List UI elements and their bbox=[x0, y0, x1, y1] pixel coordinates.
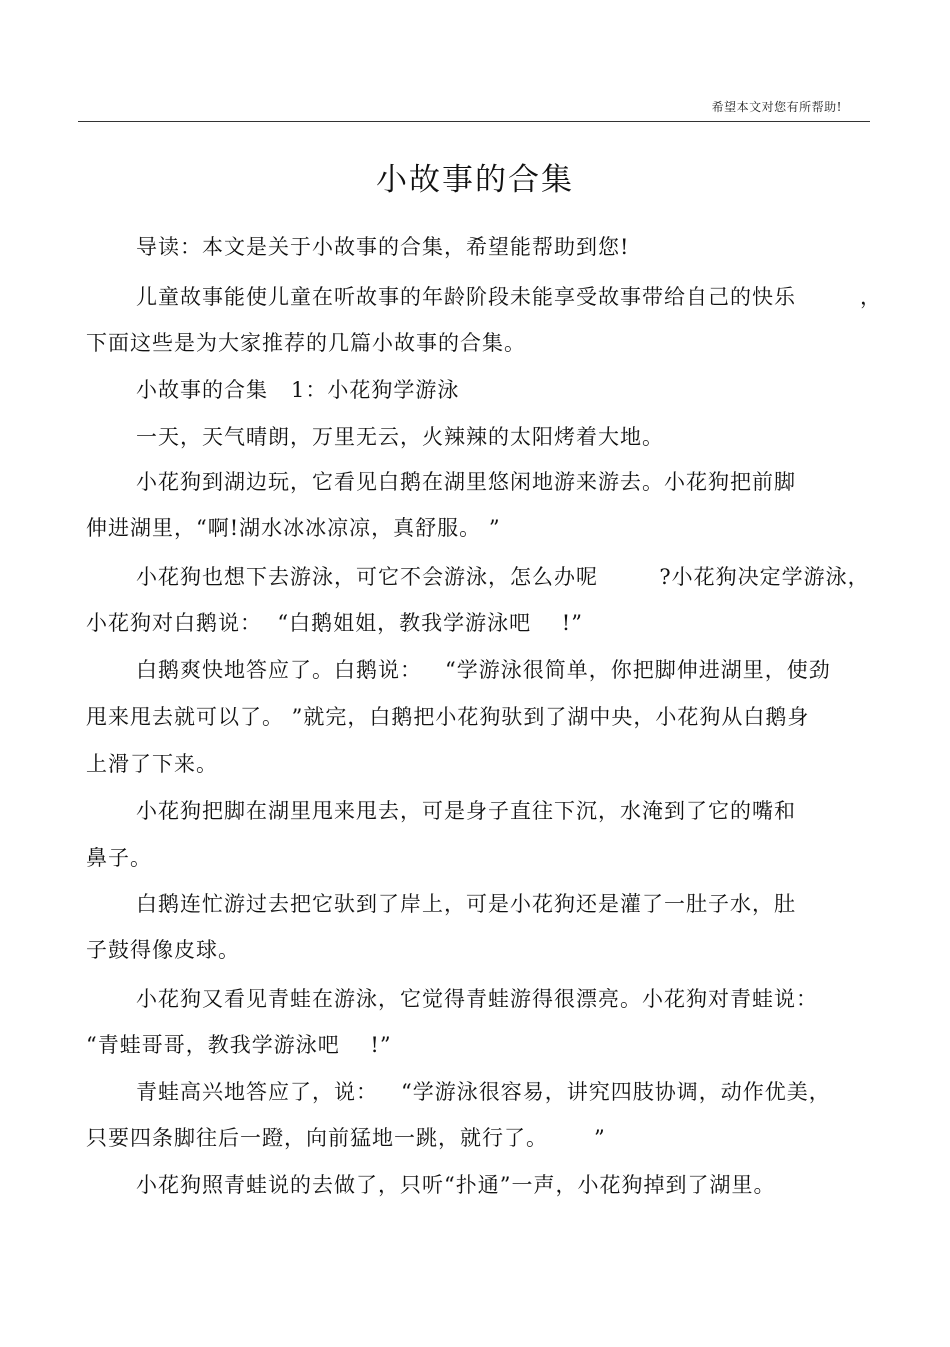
paragraph-line: 小花狗照青蛙说的去做了，只听“扑通”一声，小花狗掉到了湖里。 bbox=[136, 1173, 776, 1197]
page-title: 小故事的合集 bbox=[376, 162, 574, 198]
paragraph-line: 小花狗到湖边玩，它看见白鹅在湖里悠闲地游来游去。小花狗把前脚 bbox=[136, 470, 796, 494]
paragraph-line: 上滑了下来。 bbox=[86, 752, 218, 776]
trailing-comma: ， bbox=[860, 285, 881, 309]
paragraph-line: 鼻子。 bbox=[86, 846, 152, 870]
story-heading: 小故事的合集 1：小花狗学游泳 bbox=[136, 378, 460, 402]
paragraph-line: 甩来甩去就可以了。 ”就完，白鹅把小花狗驮到了湖中央，小花狗从白鹅身 bbox=[86, 705, 810, 729]
paragraph-line: 一天，天气晴朗，万里无云，火辣辣的太阳烤着大地。 bbox=[136, 425, 664, 449]
paragraph-line: 只要四条脚往后一蹬，向前猛地一跳，就行了。 ” bbox=[86, 1126, 606, 1150]
paragraph-line: 小花狗又看见青蛙在游泳，它觉得青蛙游得很漂亮。小花狗对青蛙说： bbox=[136, 987, 818, 1011]
header-rule bbox=[78, 121, 870, 122]
paragraph-line: 白鹅连忙游过去把它驮到了岸上，可是小花狗还是灌了一肚子水，肚 bbox=[136, 892, 796, 916]
header-note: 希望本文对您有所帮助! bbox=[711, 100, 842, 114]
paragraph-line: 伸进湖里，“啊!湖水冰冰凉凉，真舒服。 ” bbox=[86, 516, 501, 540]
intro-lead: 导读：本文是关于小故事的合集，希望能帮助到您! bbox=[136, 235, 630, 259]
paragraph-line: 小花狗也想下去游泳，可它不会游泳，怎么办呢 ?小花狗决定学游泳， bbox=[136, 565, 870, 589]
paragraph-line: 儿童故事能使儿童在听故事的年龄阶段未能享受故事带给自己的快乐 bbox=[136, 285, 796, 309]
paragraph-line: 小花狗对白鹅说： “白鹅姐姐，教我学游泳吧 !” bbox=[86, 611, 583, 635]
paragraph-line: 子鼓得像皮球。 bbox=[86, 938, 240, 962]
paragraph-line: “青蛙哥哥，教我学游泳吧 !” bbox=[86, 1033, 392, 1057]
paragraph-line: 小花狗把脚在湖里甩来甩去，可是身子直往下沉，水淹到了它的嘴和 bbox=[136, 799, 796, 823]
paragraph-line: 下面这些是为大家推荐的几篇小故事的合集。 bbox=[86, 331, 526, 355]
paragraph-line: 白鹅爽快地答应了。白鹅说： “学游泳很简单，你把脚伸进湖里，使劲 bbox=[136, 658, 831, 682]
paragraph-line: 青蛙高兴地答应了，说： “学游泳很容易，讲究四肢协调，动作优美， bbox=[136, 1080, 831, 1104]
